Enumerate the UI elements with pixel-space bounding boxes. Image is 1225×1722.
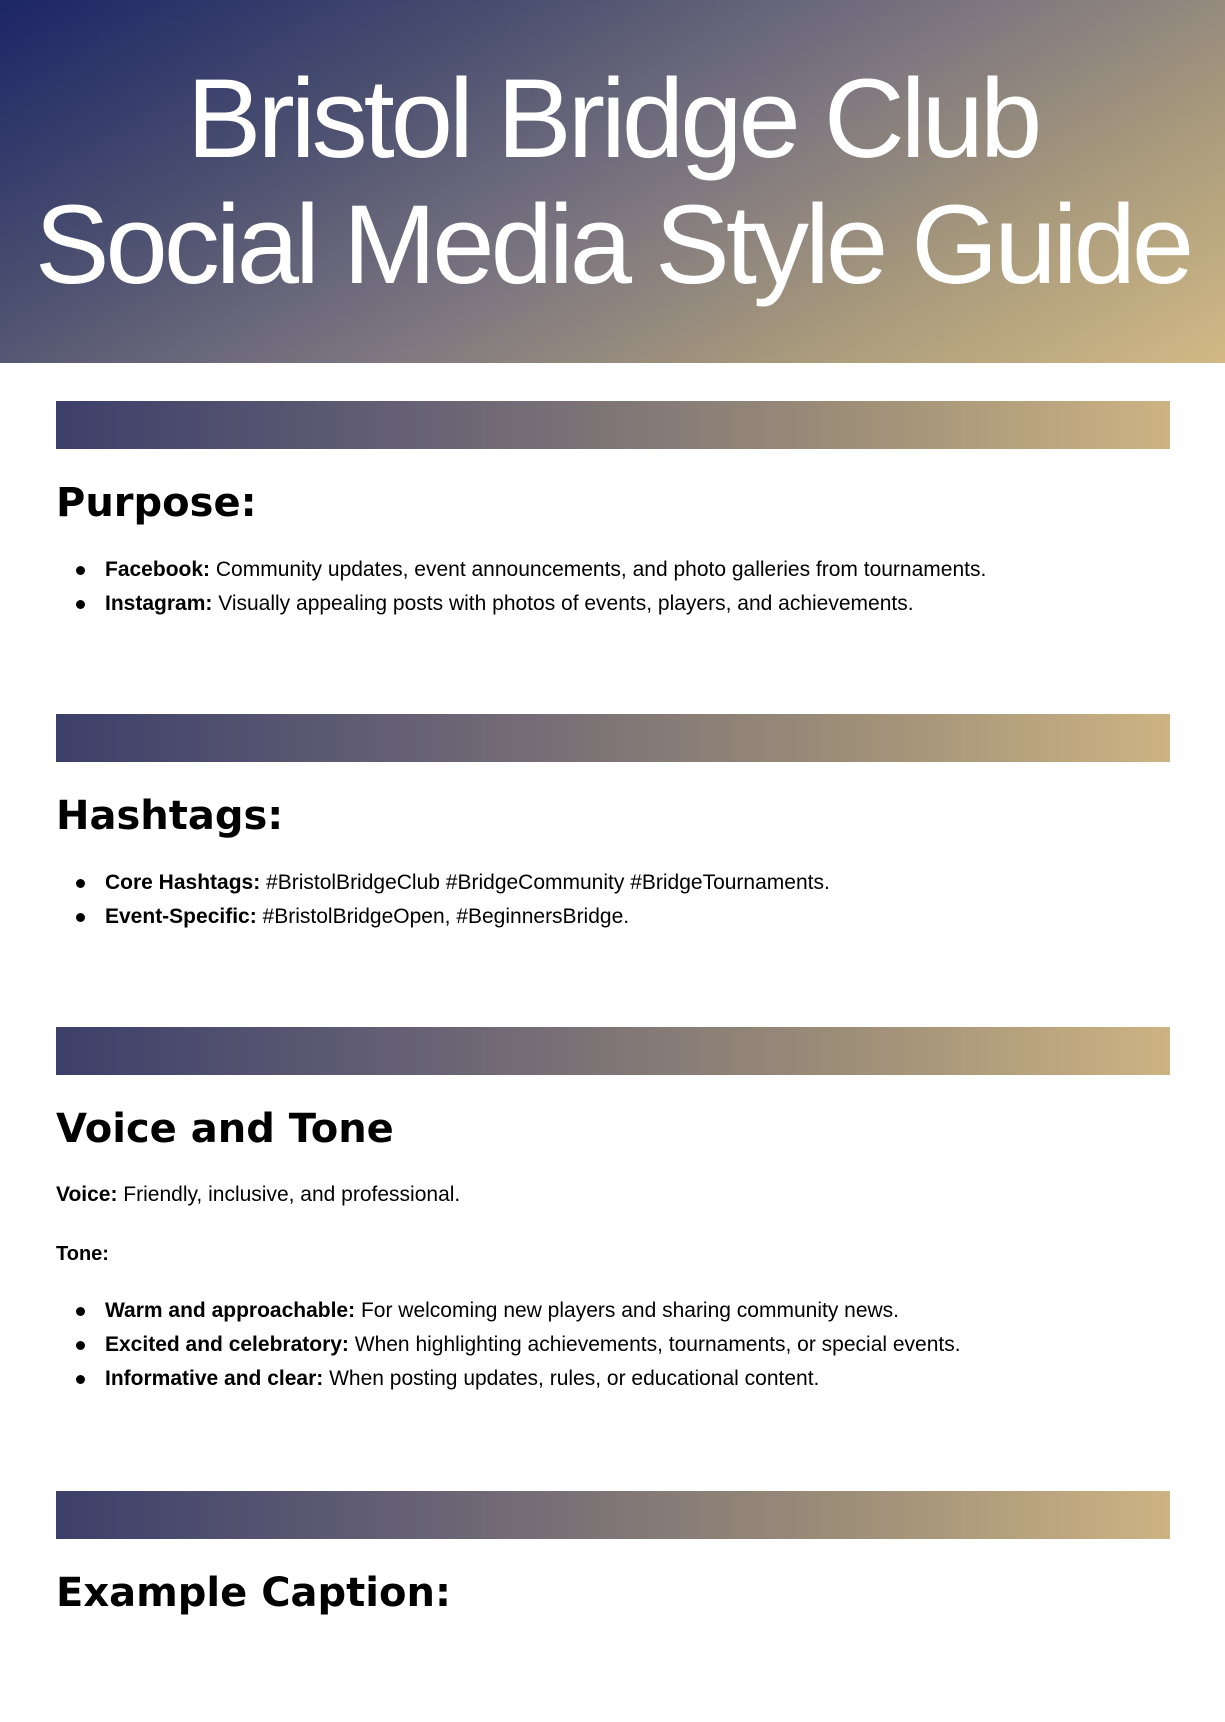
- voice-label: Voice:: [56, 1183, 118, 1206]
- purpose-item-text: Visually appealing posts with photos of events, players, and achievements.: [212, 592, 914, 615]
- bullet-icon: [76, 913, 85, 922]
- section-divider-bar: [56, 714, 1170, 762]
- bullet-icon: [76, 566, 85, 575]
- voice-tone-section: [56, 1027, 1170, 1396]
- section-divider-bar: [56, 1027, 1170, 1075]
- tone-item-text: For welcoming new players and sharing community news.: [355, 1299, 900, 1322]
- bullet-icon: [76, 879, 85, 888]
- example-caption-section: [56, 1491, 1170, 1617]
- example-caption-heading: Example Caption:: [56, 1570, 451, 1616]
- hashtags-item-text: #BristolBridgeOpen, #BeginnersBridge.: [256, 905, 630, 928]
- title-line-1: Bristol Bridge Club: [186, 55, 1039, 181]
- purpose-item-label: Instagram:: [105, 592, 213, 615]
- tone-list: [56, 1294, 1170, 1396]
- voice-line: [56, 1180, 1170, 1210]
- section-divider-bar: [56, 1491, 1170, 1539]
- tone-line: [56, 1239, 1170, 1269]
- tone-item-text: When posting updates, rules, or educational content.: [323, 1367, 820, 1390]
- voice-text: Friendly, inclusive, and professional.: [117, 1183, 461, 1206]
- tone-item-label: Warm and approachable:: [105, 1299, 356, 1322]
- purpose-heading: Purpose:: [56, 480, 257, 526]
- hashtags-item-text: #BristolBridgeClub #BridgeCommunity #BridgeTournaments.: [260, 871, 830, 894]
- tone-item-informative: [56, 1362, 1170, 1396]
- title-line-2: Social Media Style Guide: [34, 181, 1191, 307]
- tone-item-warm: [56, 1294, 1170, 1328]
- bullet-icon: [76, 1307, 85, 1316]
- purpose-list: [56, 553, 1170, 621]
- hashtags-heading: Hashtags:: [56, 793, 284, 839]
- tone-item-label: Informative and clear:: [105, 1367, 324, 1390]
- purpose-section: [56, 401, 1170, 621]
- purpose-item-label: Facebook:: [105, 558, 211, 581]
- purpose-item-facebook: [56, 553, 1170, 587]
- title-banner: [0, 0, 1225, 363]
- tone-item-label: Excited and celebratory:: [105, 1333, 349, 1356]
- tone-item-text: When highlighting achievements, tournaments, or special events.: [348, 1333, 961, 1356]
- hashtags-item-label: Event-Specific:: [105, 905, 257, 928]
- hashtags-item-core: [56, 866, 1170, 900]
- bullet-icon: [76, 1341, 85, 1350]
- purpose-item-text: Community updates, event announcements, and photo galleries from tournaments.: [210, 558, 987, 581]
- hashtags-section: [56, 714, 1170, 934]
- tone-item-excited: [56, 1328, 1170, 1362]
- bullet-icon: [76, 1375, 85, 1384]
- voice-tone-heading: Voice and Tone: [56, 1106, 394, 1152]
- hashtags-list: [56, 866, 1170, 934]
- section-divider-bar: [56, 401, 1170, 449]
- hashtags-item-event: [56, 900, 1170, 934]
- bullet-icon: [76, 600, 85, 609]
- purpose-item-instagram: [56, 587, 1170, 621]
- tone-label: Tone:: [56, 1243, 109, 1265]
- hashtags-item-label: Core Hashtags:: [105, 871, 261, 894]
